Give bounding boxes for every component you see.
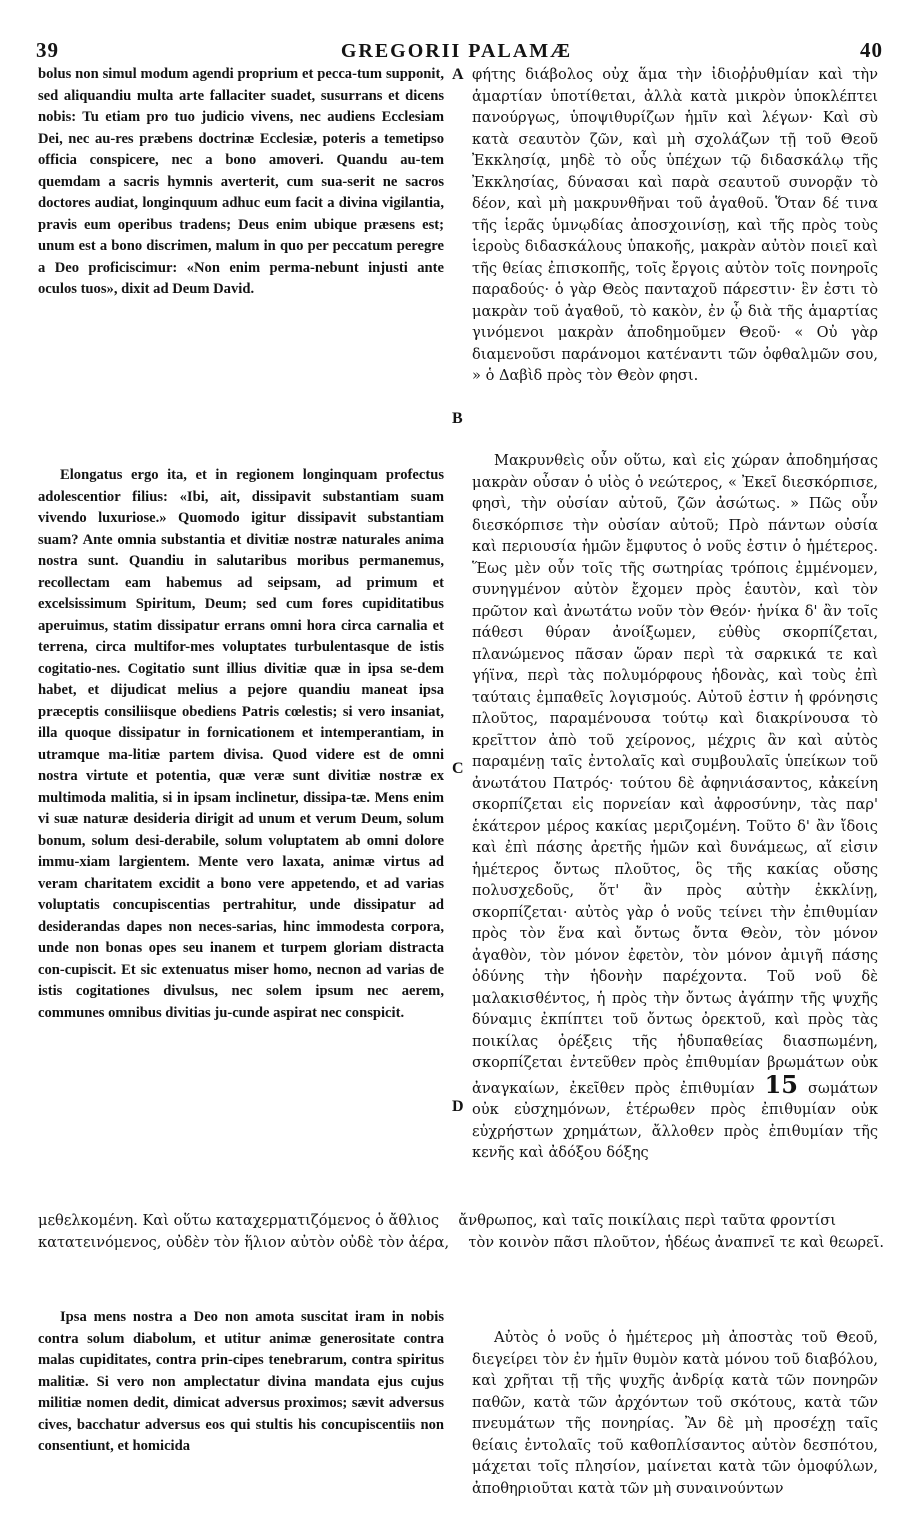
section-number: 15: [764, 1069, 798, 1099]
greek-paragraph-1-text: φήτης διάβολος οὐχ ἅμα τὴν ἰδιοῤῥυθμίαν καὶ τὴν ἁμαρτίαν ὑποτίθεται, ἀλλὰ κατὰ μικρὸν ὑποκλέπτει πανούργως, ὑποψιθυρίζων ἡμῖν καὶ λέγων· Καὶ σὺ κατὰ σεαυτὸν ζῶν, καὶ μὴ σχολάζων τῇ τοῦ Θεοῦ Ἐκκλησίᾳ, μηδὲ τὸ οὖς ὑπέχων τῷ διδασκάλῳ τῆς Ἐκκλησίας, δύνασαι καὶ παρὰ σεαυτοῦ συνορᾷν τὸ δέον, καὶ μὴ μακρυνθῆναι τοῦ ἀγαθοῦ. Ὅταν δέ τινα τῆς ἱερᾶς ὑμνῳδίας ἀποσχοινίσῃ, καὶ τῆς πρὸς τοὺς ἱεροὺς διδασκάλους ὑπακοῆς, μακρὰν αὐτὸν ποιεῖ καὶ τῆς θείας ἐπισκοπῆς, τοῖς ἔργοις αὐτὸν τοῖς πονηροῖς παραδούς· ὁ γὰρ Θεὸς πανταχοῦ πάρεστιν· ἓν ἐστι τὸ μακρὰν τοῦ ἀγαθοῦ, τὸ κακὸν, ἐν ᾧ διὰ τῆς ἁμαρτίας γινόμενοι μακρὰν ἀποδημοῦμεν Θεοῦ· « Οὐ γὰρ διαμενοῦσι παράνομοι κατέναντι τῶν ὀφθαλμῶν σου, » ὁ Δαβὶδ πρὸς τὸν Θεὸν φησι.: [472, 66, 878, 384]
greek-paragraph-2-tail-a: ἐκεῖθεν πρὸς ἐπιθυμίαν: [569, 1079, 755, 1097]
spanning-line-2-right: τὸν κοινὸν πᾶσι πλοῦτον, ἡδέως ἀναπνεῖ τε καὶ θεωρεῖ.: [468, 1234, 884, 1251]
greek-paragraph-3-text: Αὐτὸς ὁ νοῦς ὁ ἡμέτερος μὴ ἀποστὰς τοῦ Θεοῦ, διεγείρει τὸν ἐν ἡμῖν θυμὸν κατὰ μόνου τοῦ διαβόλου, καὶ χρῆται τῇ τῆς ψυχῆς ἀνδρίᾳ κατὰ τῶν πονηρῶν παθῶν, κατὰ τῶν ἀρχόντων τοῦ σκότους, κατὰ τῶν πνευμάτων τῆς πονηρίας. Ἂν δὲ μὴ προσέχῃ ταῖς θείαις ἐντολαῖς τοῦ καθοπλίσαντος αὐτὸν δεσπότου, μάχεται τοῖς πλησίον, μαίνεται κατὰ τῶν ὁμοφύλων, ἀποθηριοῦται κατὰ τῶν μὴ συναινούντων: [472, 1329, 878, 1497]
right-page-number: 40: [860, 38, 883, 62]
spanning-line-1: [38, 1210, 882, 1232]
greek-paragraph-2-text: [472, 450, 878, 1164]
latin-paragraph-1-text: bolus non simul modum agendi proprium et pecca-tum supponit, sed aliquandiu multa arte fallaciter suadet, susurrans et dicens nobis: Tu etiam pro tuo judicio vivens, nec audiens Ecclesiam Dei, nec au-res præbens doctrinæ Ecclesiæ, poteris a temetipso officia conspicere, nec a bono amoveri. Quandu au-tem quemdam a sacris hymnis averterit, cum sua-serit ne sacros doctores audiat, longinquum adhuc eum facit a divina vigilantia, pravis eum operibus tradens; Deus enim ubique præsens est; unum est a bono discrimen, malum in quo per peccatum peregre a Deo proficiscimur: «Non enim perma-nebunt injusti ante oculos tuos», dixit ad Deum David.: [38, 66, 444, 297]
latin-paragraph-3: [38, 1307, 444, 1458]
latin-paragraph-2: [38, 465, 444, 1024]
margin-letter-c: C: [452, 760, 464, 777]
margin-letter-b: B: [452, 410, 463, 427]
running-title: GREGORII PALAMÆ: [340, 40, 573, 62]
margin-letter-d: D: [452, 1098, 464, 1115]
greek-paragraph-2-main: Μακρυνθεὶς οὖν οὕτω, καὶ εἰς χώραν ἀποδημήσας μακρὰν οὖσαν ὁ υἱὸς ὁ νεώτερος, « Ἐκεῖ διεσκόρπισε, φησὶ, τὴν οὐσίαν αὐτοῦ, ζῶν ἀσώτως. » Πῶς οὖν διεσκόρπισε τὴν οὐσίαν αὐτοῦ; Πρὸ πάντων οὐσία καὶ περιουσία ἡμῶν ἔμφυτος ὁ νοῦς ἐστιν ὁ ἡμέτερος. Ἕως μὲν οὖν τοῖς τῆς σωτηρίας τρόποις ἐμμένομεν, συνηγμένον αὐτὸν ἔχομεν πρὸς ἑαυτὸν, καὶ τὸν πρῶτον καὶ ἀνωτάτω νοῦν τὸν Θεόν· ἡνίκα δ' ἂν τοῖς πάθεσι θύραν ἀνοίξωμεν, εὐθὺς σκορπίζεται, πλανώμενος πᾶσαν ὥραν περὶ τὰ σαρκικά τε καὶ γήϊνα, περὶ τὰς πολυμόρφους ἡδονὰς, καὶ τοὺς ἐπὶ ταύταις ἐμπαθεῖς λογισμούς. Αὐτοῦ ἐστιν ἡ φρόνησις πλοῦτος, παραμένουσα τούτῳ καὶ διακρίνουσα τὸ κρεῖττον ἀπὸ τοῦ χείρονος, μέχρις ἂν καὶ αὐτὸς παραμένῃ ταῖς ἐντολαῖς καὶ συμβουλαῖς ὑπείκων τοῦ ἀνωτάτου Πατρός· τούτου δὲ ἀφηνιάσαντος, κἀκείνη σκορπίζεται εἰς πορνείαν καὶ ἀφροσύνην, τὰς παρ' ἑκάτερον μέρος κακίας μεριζομένη. Τοῦτο δ' ἂν ἴδοις καὶ ἐπὶ πάσης ἀρετῆς ἡμῶν καὶ δυνάμεως, αἵ εἰσιν ἡμέτερος ὄντως πλοῦτος, ὃς τῆς κακίας οὔσης πολυσχεδοῦς, ὅτ' ἂν πρὸς αὐτὴν ἐκκλίνῃ, σκορπίζεται· αὐτὸς γὰρ ὁ νοῦς τείνει τὴν ἐπιθυμίαν πρὸς τὸν ἕνα καὶ ὄντως ὄντα Θεὸν, τὸν μόνον ἀγαθὸν, τὸν μόνον ἐφετὸν, τὸν μόνον ἀμιγῆ πάσης ὀδύνης τὴν ἡδονὴν παρέχοντα. Τοῦ νοῦ δὲ μαλακισθέντος, ἡ πρὸς τὴν ὄντως ἀγάπην τῆς ψυχῆς δύναμις ἐκπίπτει τοῦ ὄντως ὀρεκτοῦ, καὶ πρὸς τὰς ποικίλας ὀρέξεις τῆς ἡδυπαθείας διασπωμένη, σκορπίζεται ἐντεῦθεν πρὸς ἐπιθυμίαν βρωμάτων οὐκ ἀναγκαίων,: [472, 452, 878, 1097]
latin-paragraph-1: [38, 64, 444, 301]
greek-paragraph-2: [472, 450, 878, 1164]
spanning-line-1-left: μεθελκομένη. Καὶ οὕτω καταχερματιζόμενος ὁ ἄθλιος: [38, 1212, 440, 1229]
spanning-line-1-right: ἄνθρωπος, καὶ ταῖς ποικίλαις περὶ ταῦτα φροντίσι: [458, 1212, 836, 1229]
greek-paragraph-3: [472, 1327, 878, 1499]
spanning-line-2: [38, 1232, 882, 1254]
margin-letter-a: A: [452, 66, 464, 83]
greek-paragraph-2-tail-b: σωμάτων οὐκ εὐσχημόνων, ἑτέρωθεν πρὸς ἐπιθυμίαν οὐκ εὐχρήστων χρημάτων, ἄλλοθεν πρὸς ἐπιθυμίαν τῆς κενῆς καὶ ἀδόξου δόξης: [472, 1079, 879, 1161]
spanning-line-2-left: κατατεινόμενος, οὐδὲν τὸν ἥλιον αὐτὸν οὐδὲ τὸν ἀέρα,: [38, 1234, 450, 1251]
left-page-number: 39: [36, 38, 59, 62]
greek-paragraph-1: [472, 64, 878, 387]
latin-paragraph-3-text: Ipsa mens nostra a Deo non amota suscitat iram in nobis contra solum diabolum, et utitur animæ generositate contra malas cupiditates, contra prin-cipes tenebrarum, contra spiritus malitiæ. Si vero non amplectatur divina mandata ejus cujus militiæ nomen dedit, dimicat adversus proximos; sævit adversus cives, bacchatur adversus eos qui stultis his concupiscentiis non consentiunt, et homicida: [38, 1309, 444, 1454]
latin-paragraph-2-text: Elongatus ergo ita, et in regionem longinquam profectus adolescentior filius: «Ibi, ait, dissipavit substantiam suam vivendo luxuriose.» Quomodo igitur dissipavit substantiam suam? Ante omnia substantia et divitiæ nostræ naturales anima nostra sunt. Quandiu in salutaribus moribus permanemus, recollectam eam habemus ad seipsam, ad primum et excelsissimum Spiritum, Deum; sed cum fores cupiditatibus aperuimus, statim dissipatur errans omni hora circa carnalia et terrena, circa multifor-mes voluptates turbulentasque de istis cogitatio-nes. Cogitatio sunt illius divitiæ quæ in ipsa se-dem habet, et dijudicat melius a pejore quandiu maneat ipsa præceptis consiliisque obediens Patris cœlestis; si vero insaniat, illa quoque dissipatur in fornicationem et intemperantiam, in utramque ma-litiæ partem divisa. Quod videre est de omni nostra virtute et potentia, quæ veræ sunt divitiæ nostræ ex multimoda malitia, si in ipsam inclinetur, dissipa-tæ. Mens enim vi suæ naturæ desideria dirigit ad unum et verum Deum, solum bonum, solum desi-derabile, solum voluptatem ab omni dolore immu-xiam largientem. Mente vero laxata, animæ virtus ad veram charitatem excidit a bono vere appetendo, et ad varias voluptatis concupiscentias pertrahitur, unde dissipatur ad desiderandas dapes non neces-sarias, hinc immodesta corpora, unde non bonas opes seu inanem et turpem gloriam distracta con-cupiscit. Et sic extenuatus miser homo, necnon ad varias de istis cogitationes divulsus, nec solem ipsum nec aerem, communes omnibus divitias ju-cunde aspirat nec conspicit.: [38, 467, 444, 1021]
